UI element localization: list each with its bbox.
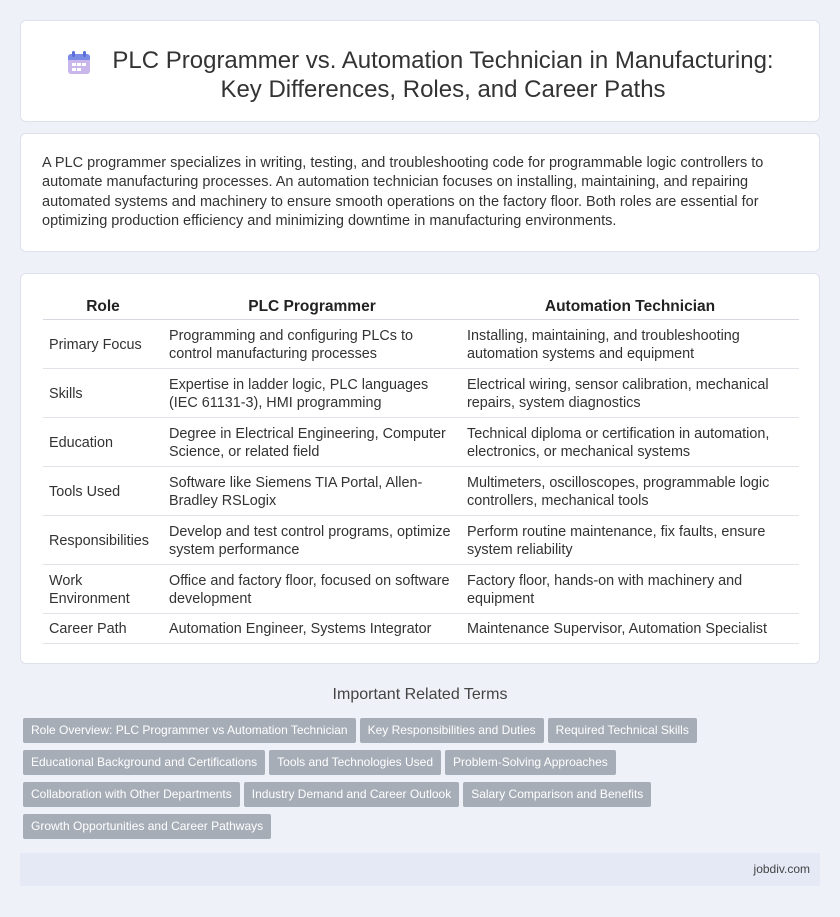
technician-cell: Installing, maintaining, and troubleshooting automation systems and equipment (461, 320, 799, 369)
calendar-icon (66, 50, 92, 76)
plc-cell: Software like Siemens TIA Portal, Allen-Bradley RSLogix (163, 467, 461, 516)
comparison-table-card (20, 273, 820, 664)
related-term-tag[interactable]: Required Technical Skills (548, 718, 697, 743)
table-row (43, 565, 799, 614)
row-label: Responsibilities (43, 516, 163, 565)
plc-cell: Office and factory floor, focused on software development (163, 565, 461, 614)
plc-cell: Develop and test control programs, optimize system performance (163, 516, 461, 565)
header-role: Role (43, 294, 163, 320)
related-term-tag[interactable]: Problem-Solving Approaches (445, 750, 616, 775)
plc-cell: Degree in Electrical Engineering, Computer Science, or related field (163, 418, 461, 467)
intro-card (20, 133, 820, 252)
technician-cell: Perform routine maintenance, fix faults, ensure system reliability (461, 516, 799, 565)
table-row (43, 516, 799, 565)
table-header-row (43, 294, 799, 320)
plc-cell: Programming and configuring PLCs to control manufacturing processes (163, 320, 461, 369)
row-label: Career Path (43, 614, 163, 644)
related-term-tag[interactable]: Industry Demand and Career Outlook (244, 782, 459, 807)
related-term-tag[interactable]: Key Responsibilities and Duties (360, 718, 544, 743)
footer-site-link[interactable]: jobdiv.com (753, 862, 810, 876)
page-title-line-1: PLC Programmer vs. Automation Technician in Manufacturing: (112, 47, 774, 74)
related-term-tag[interactable]: Collaboration with Other Departments (23, 782, 240, 807)
intro-paragraph: A PLC programmer specializes in writing, testing, and troubleshooting code for programmable logic controllers to automate manufacturing processes. An automation technician focuses on installing, maintaining, and repairing automated systems and machinery to ensure smooth operations on the factory floor. Both roles are essential for optimizing production efficiency and minimizing downtime in manufacturing environments. (42, 155, 764, 230)
technician-cell: Multimeters, oscilloscopes, programmable logic controllers, mechanical tools (461, 467, 799, 516)
header-plc-programmer: PLC Programmer (163, 294, 461, 320)
technician-cell: Technical diploma or certification in automation, electronics, or mechanical systems (461, 418, 799, 467)
row-label: Skills (43, 369, 163, 418)
related-term-tag[interactable]: Role Overview: PLC Programmer vs Automation Technician (23, 718, 356, 743)
header-automation-technician: Automation Technician (461, 294, 799, 320)
row-label: Tools Used (43, 467, 163, 516)
table-row (43, 369, 799, 418)
plc-cell: Automation Engineer, Systems Integrator (163, 614, 461, 644)
table-row (43, 614, 799, 644)
comparison-table (43, 294, 799, 644)
technician-cell: Maintenance Supervisor, Automation Specialist (461, 614, 799, 644)
table-row (43, 418, 799, 467)
page-title-line-2: Key Differences, Roles, and Career Paths (220, 76, 666, 103)
page-title (112, 46, 773, 104)
related-terms-list (23, 718, 723, 846)
title-card (20, 20, 820, 122)
plc-cell: Expertise in ladder logic, PLC languages (IEC 61131-3), HMI programming (163, 369, 461, 418)
row-label: Primary Focus (43, 320, 163, 369)
related-term-tag[interactable]: Growth Opportunities and Career Pathways (23, 814, 271, 839)
table-row (43, 320, 799, 369)
footer (20, 853, 820, 886)
table-row (43, 467, 799, 516)
technician-cell: Electrical wiring, sensor calibration, mechanical repairs, system diagnostics (461, 369, 799, 418)
related-term-tag[interactable]: Tools and Technologies Used (269, 750, 441, 775)
related-terms-heading: Important Related Terms (332, 686, 508, 703)
row-label: Work Environment (43, 565, 163, 614)
row-label: Education (43, 418, 163, 467)
technician-cell: Factory floor, hands-on with machinery and equipment (461, 565, 799, 614)
related-term-tag[interactable]: Salary Comparison and Benefits (463, 782, 651, 807)
related-term-tag[interactable]: Educational Background and Certifications (23, 750, 265, 775)
